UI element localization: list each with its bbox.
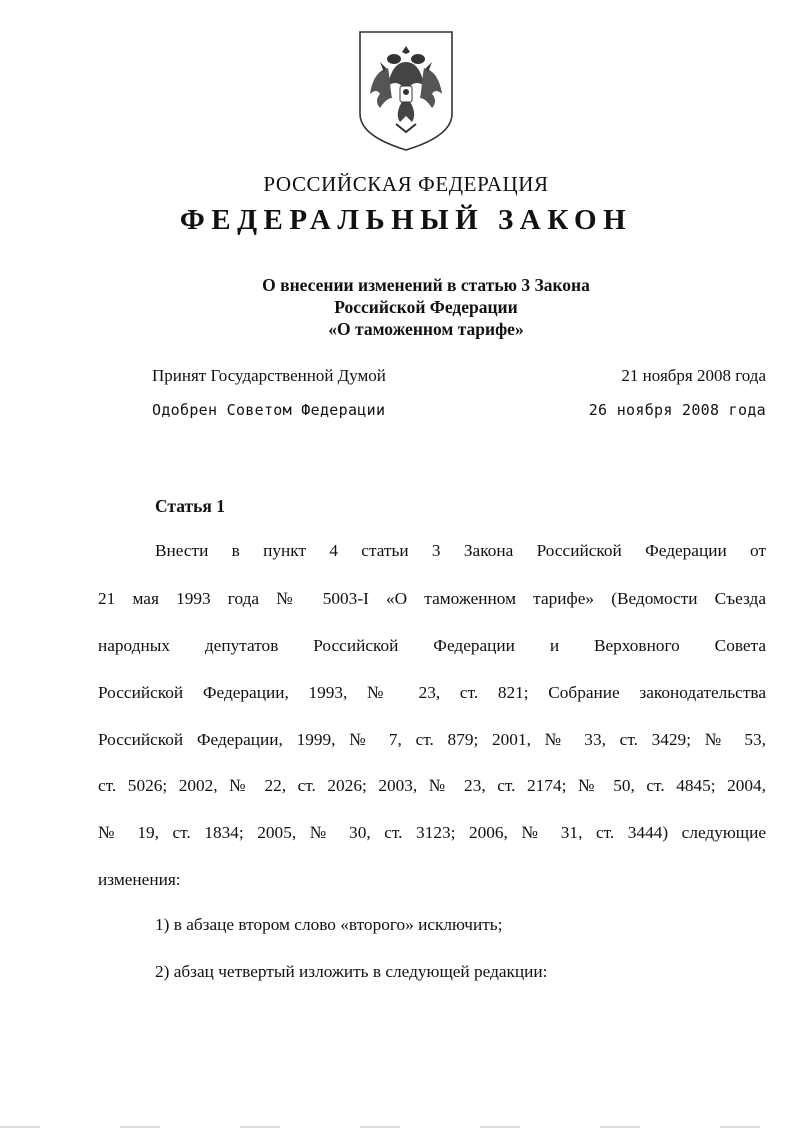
country-name: РОССИЙСКАЯ ФЕДЕРАЦИЯ xyxy=(263,172,549,196)
council-approval-label: Одобрен Советом Федерации xyxy=(152,401,386,419)
article-text-line: народных депутатов Российской Федерации и Верховного Совета xyxy=(98,636,766,655)
law-title-line: Российской Федерации xyxy=(334,297,518,317)
council-approval-date: 26 ноября 2008 года xyxy=(588,401,766,419)
amendment-item: 1) в абзаце втором слово «второго» исключить; xyxy=(155,915,503,934)
article-text-line: Российской Федерации, 1993, № 23, ст. 821; Собрание законодательства xyxy=(98,683,766,702)
document-type: ФЕДЕРАЛЬНЫЙ ЗАКОН xyxy=(179,204,633,236)
article-text-line: ст. 5026; 2002, № 22, ст. 2026; 2003, № 23, ст. 2174; № 50, ст. 4845; 2004, xyxy=(98,776,766,795)
russian-coat-of-arms-icon xyxy=(356,28,456,154)
law-title-line: О внесении изменений в статью 3 Закона xyxy=(262,275,590,295)
amendment-item: 2) абзац четвертый изложить в следующей редакции: xyxy=(155,962,548,981)
scan-edge-divider xyxy=(0,1126,800,1128)
article-heading: Статья 1 xyxy=(155,496,225,516)
duma-adoption-label: Принят Государственной Думой xyxy=(152,366,386,385)
duma-adoption-row xyxy=(152,366,766,386)
council-approval-row xyxy=(152,401,766,419)
article-text-line: Внести в пункт 4 статьи 3 Закона Российской Федерации от xyxy=(155,541,766,560)
law-title-line: «О таможенном тарифе» xyxy=(328,319,524,339)
article-text-line: 21 мая 1993 года № 5003-I «О таможенном тарифе» (Ведомости Съезда xyxy=(98,589,766,608)
article-text-line: Российской Федерации, 1999, № 7, ст. 879; 2001, № 33, ст. 3429; № 53, xyxy=(98,730,766,749)
duma-adoption-date: 21 ноября 2008 года xyxy=(621,366,766,385)
law-title xyxy=(0,274,800,340)
article-text-line: № 19, ст. 1834; 2005, № 30, ст. 3123; 2006, № 31, ст. 3444) следующие xyxy=(98,823,766,842)
article-text-line: изменения: xyxy=(98,870,181,889)
